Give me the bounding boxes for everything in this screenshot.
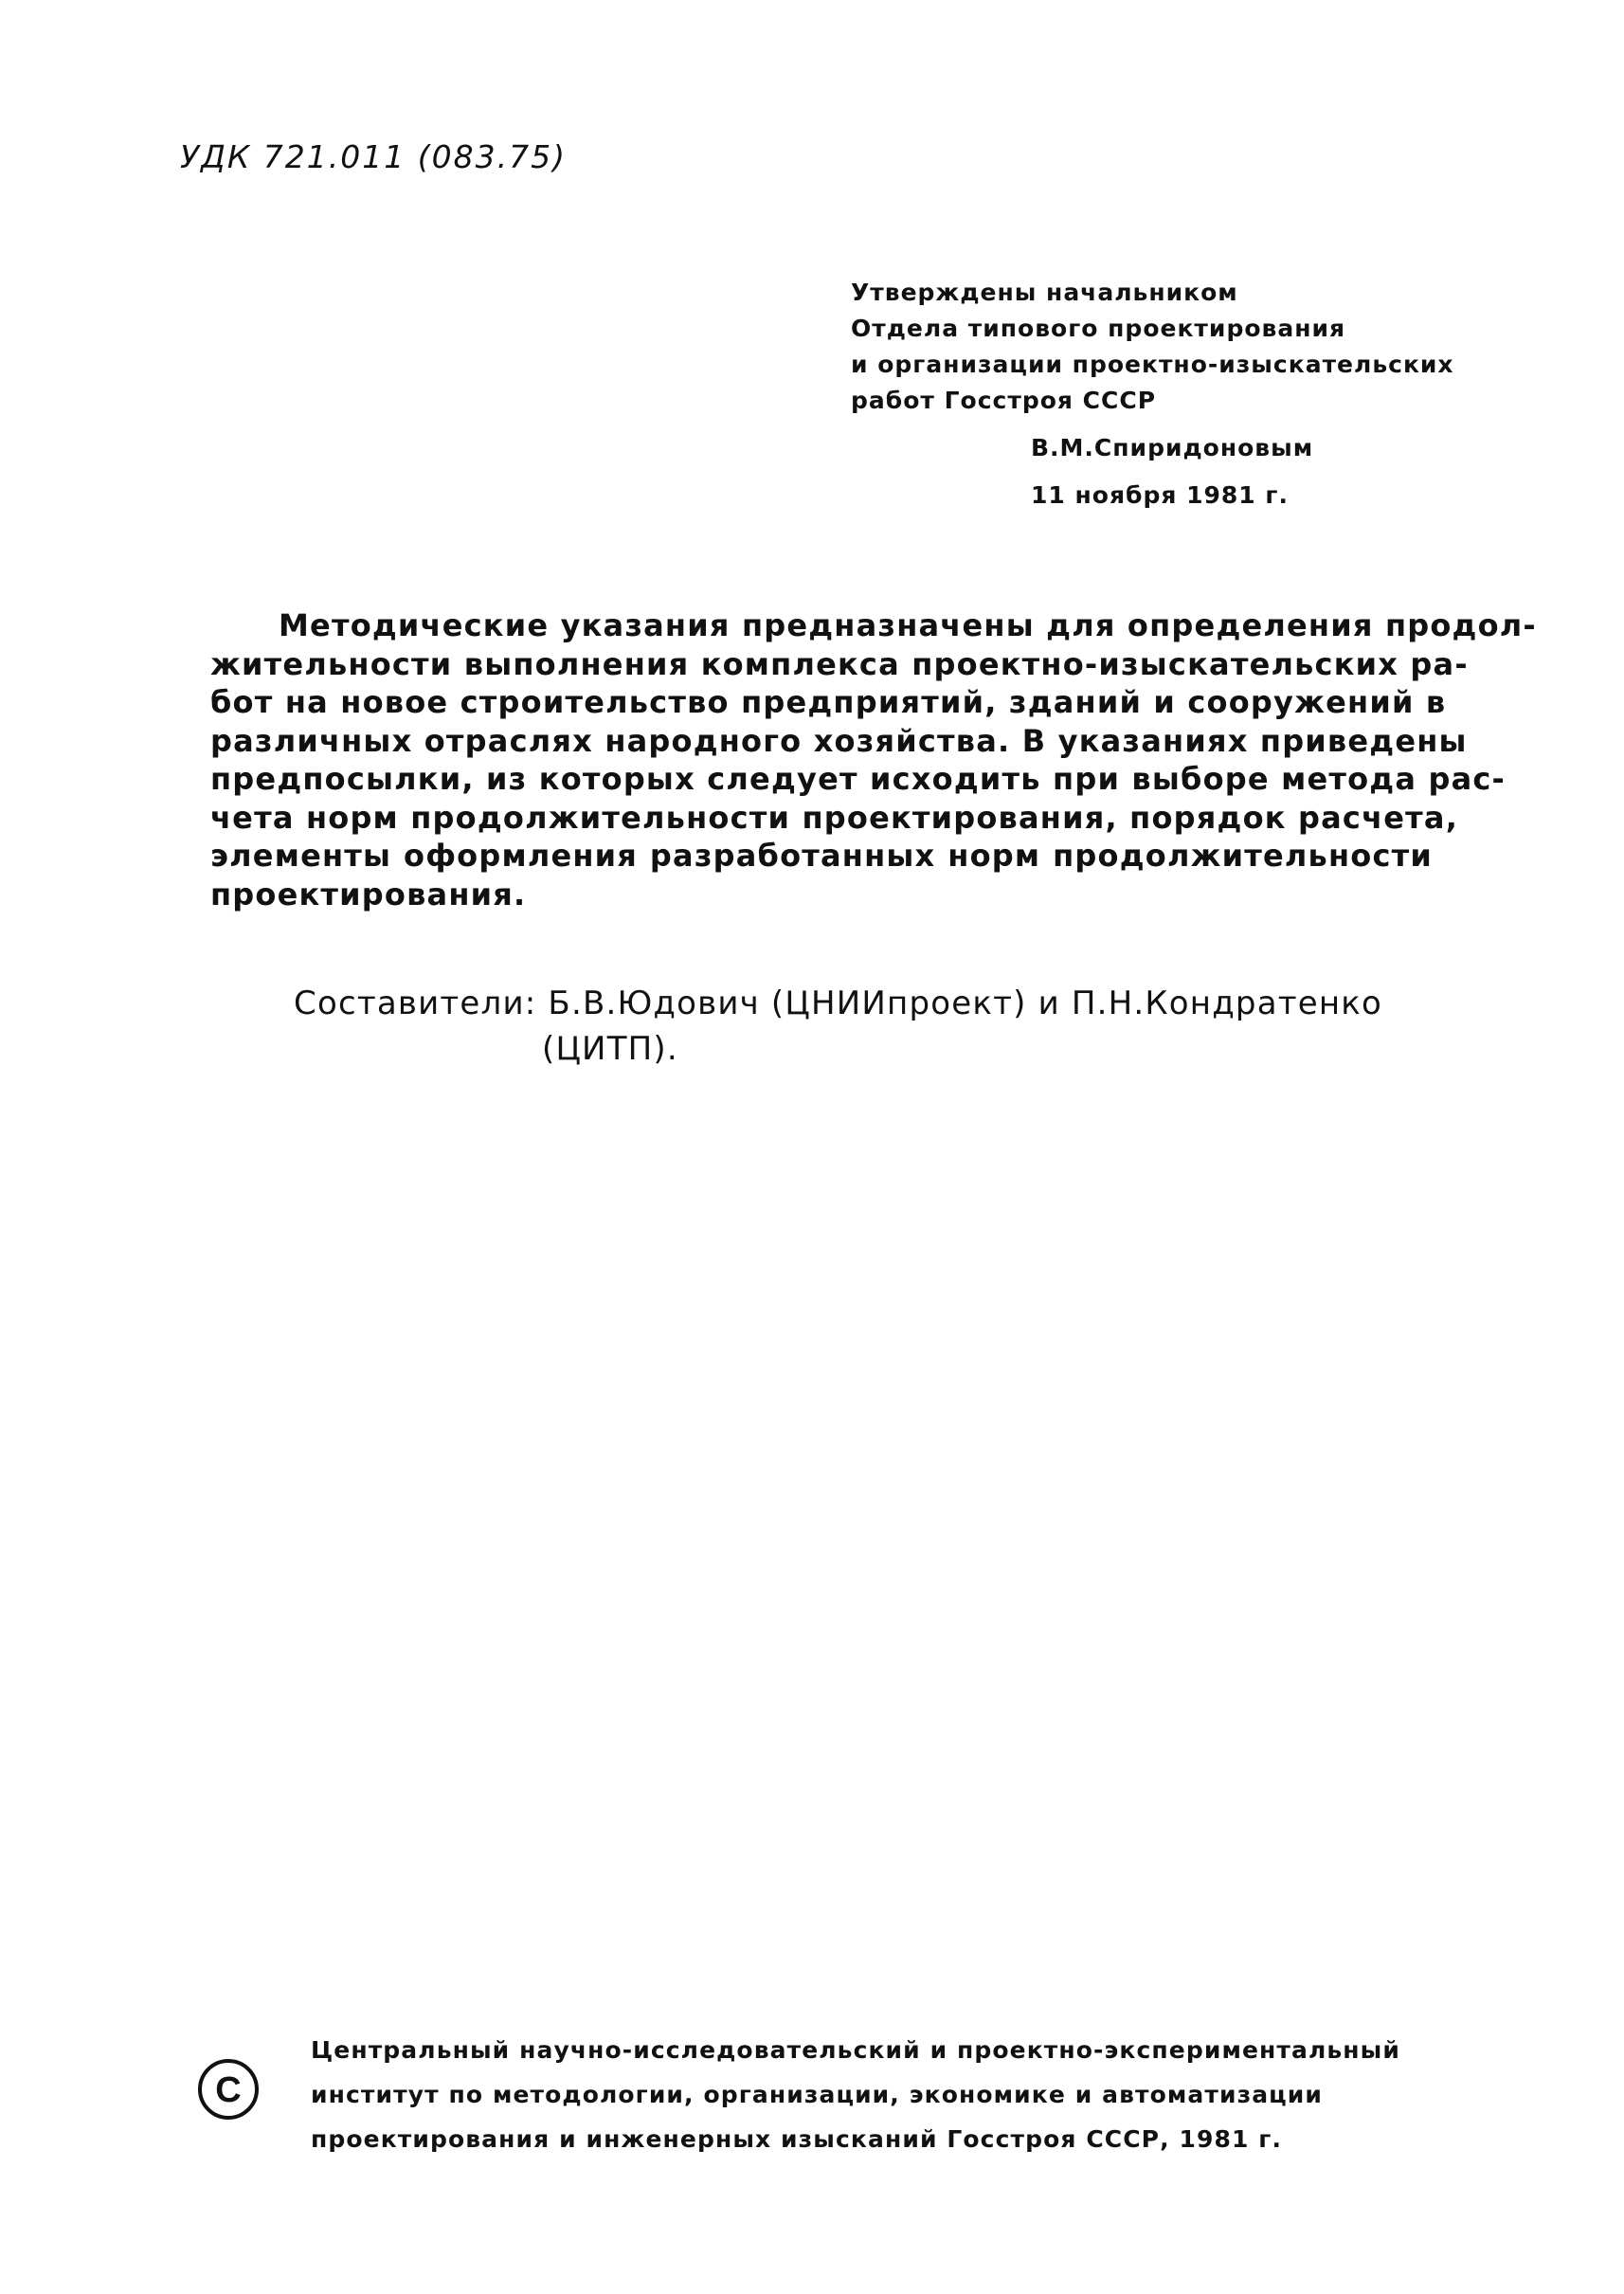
publisher-line: институт по методологии, организации, экономике и автоматизации [311, 2081, 1324, 2108]
approval-date: 11 ноября 1981 г. [1031, 481, 1289, 509]
abstract-line: различных отраслях народного хозяйства. В указаниях приведены [210, 722, 1468, 759]
approval-line: и организации проектно-изыскательских [851, 351, 1454, 378]
copyright-symbol: C [215, 2070, 242, 2110]
abstract-line: проектирования. [210, 876, 527, 912]
publisher-text [311, 2028, 1400, 2161]
abstract-line: предпосылки, из которых следует исходить при выборе метода рас- [210, 761, 1507, 797]
approval-line: Отдела типового проектирования [851, 315, 1346, 342]
udk-code: УДК 721.011 (083.75) [180, 138, 567, 175]
abstract-line: чета норм продолжительности проектирования, порядок расчета, [210, 799, 1459, 836]
authors-line-continuation: (ЦИТП). [542, 1030, 678, 1068]
approval-line: работ Госстроя СССР [851, 387, 1157, 414]
abstract-line: бот на новое строительство предприятий, зданий и сооружений в [210, 684, 1447, 720]
copyright-icon [197, 2058, 260, 2121]
publisher-line: проектирования и инженерных изысканий Госстроя СССР, 1981 г. [311, 2125, 1283, 2153]
copyright-block [189, 2028, 1459, 2179]
abstract-paragraph [210, 606, 1537, 913]
authors-line: Составители: Б.В.Юдович (ЦНИИпроект) и П.Н.Кондратенко [294, 984, 1383, 1022]
approval-block [851, 275, 1454, 514]
publisher-line: Центральный научно-исследовательский и проектно-экспериментальный [311, 2036, 1400, 2064]
abstract-line: жительности выполнения комплекса проектно-изыскательских ра- [210, 645, 1469, 682]
abstract-line: элементы оформления разработанных норм продолжительности [210, 838, 1433, 874]
approval-signer: В.М.Спиридоновым [1031, 434, 1314, 461]
approval-line: Утверждены начальником [851, 279, 1238, 306]
abstract-line: Методические указания предназначены для определения продол- [279, 607, 1537, 643]
authors-block [294, 981, 1382, 1072]
